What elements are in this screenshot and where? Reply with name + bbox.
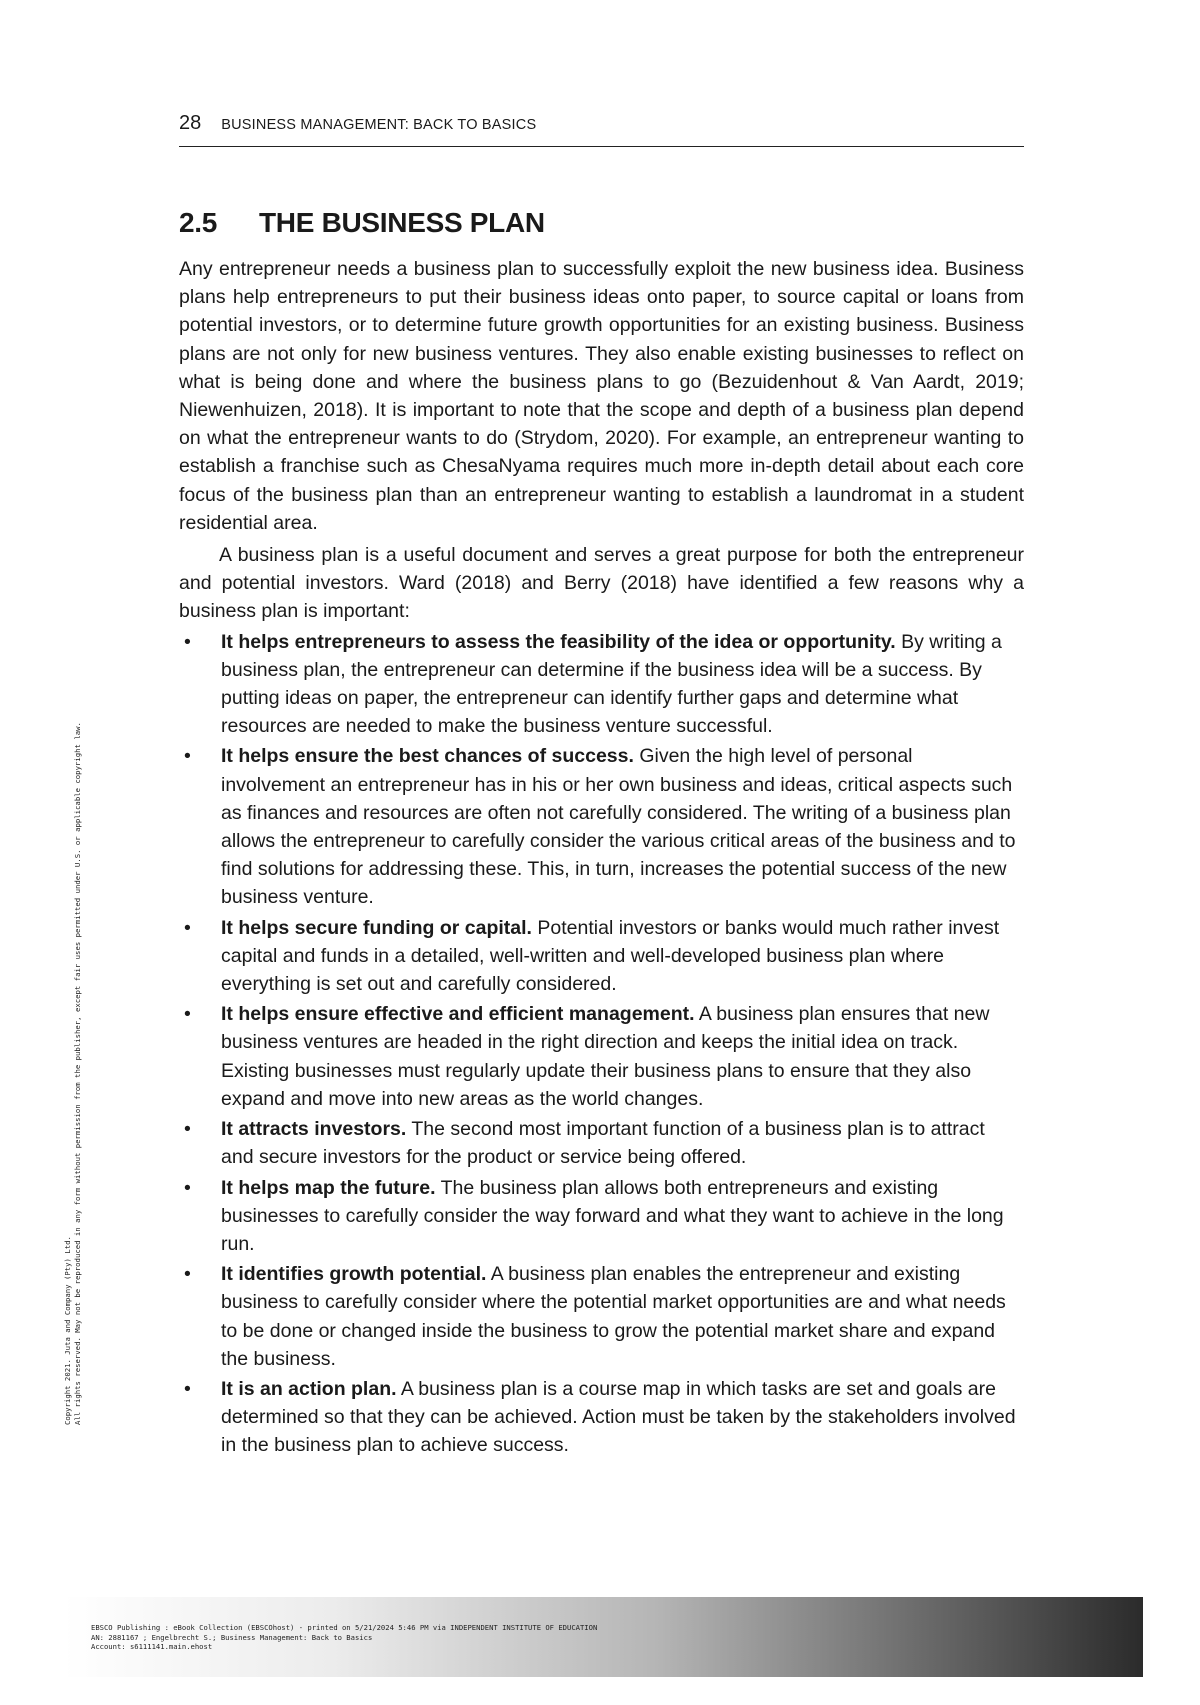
bullet-lead: It helps map the future.: [221, 1176, 436, 1199]
footer-line: Account: s6111141.main.ehost: [91, 1642, 213, 1651]
bullet-lead: It helps ensure the best chances of success.: [221, 745, 634, 768]
list-item: [179, 1000, 1024, 1113]
bullet-text: The business plan allows both entrepreneurs and existing businesses to carefully consider the way forward and what they want to achieve in the long run.: [221, 1176, 1004, 1255]
ebsco-footer: [63, 1597, 1143, 1677]
list-item: [179, 1260, 1024, 1373]
page-header: [179, 112, 1024, 147]
copyright-line: Copyright 2021. Juta and Company (Pty) Ltd.: [63, 1236, 72, 1425]
bullet-lead: It identifies growth potential.: [221, 1263, 487, 1286]
bullet-text: By writing a business plan, the entrepreneur can determine if the business idea will be a success. By putting ideas on paper, the entrepreneur can identify further gaps and determine what resources are needed to make the business venture successful.: [221, 630, 1002, 738]
bullet-text: Given the high level of personal involvement an entrepreneur has in his or her own business and ideas, critical aspects such as finances and resources are often not carefully considered. The writing of a business plan allows the entrepreneur to carefully consider the various critical areas of the business and to find solutions for addressing these. This, in turn, increases the potential success of the new business venture.: [221, 745, 1016, 909]
page-number: 28: [179, 112, 202, 134]
bullet-text: The second most important function of a business plan is to attract and secure investors for the product or service being offered.: [221, 1118, 985, 1169]
bullet-text: A business plan is a course map in which tasks are set and goals are determined so that they can be achieved. Action must be taken by the stakeholders involved in the business plan to achieve success.: [221, 1377, 1016, 1457]
main-content: [179, 255, 1024, 1460]
copyright-line: All rights reserved. May not be reproduced in any form without permission from the publisher, except fair uses permitted under U.S. or applicable copyright law.: [72, 722, 82, 1425]
bullet-lead: It helps ensure effective and efficient management.: [221, 1003, 695, 1026]
list-item: [179, 1115, 1024, 1171]
bullet-text: Potential investors or banks would much rather invest capital and funds in a detailed, well-written and well-developed business plan where everything is set out and carefully considered.: [221, 916, 1000, 996]
bullet-icon: •: [184, 916, 191, 939]
reasons-list: [179, 628, 1024, 1460]
bullet-text: A business plan ensures that new business ventures are headed in the right direction and keeps the initial idea on track. Existing businesses must regularly update their business plans to ensure that they also expand and move into new areas as the world changes.: [221, 1003, 990, 1110]
bullet-lead: It helps entrepreneurs to assess the feasibility of the idea or opportunity.: [221, 630, 896, 653]
bullet-icon: •: [184, 1003, 191, 1026]
list-item: [179, 914, 1024, 999]
list-item: [179, 628, 1024, 741]
body-paragraph: Any entrepreneur needs a business plan to successfully exploit the new business idea. Business plans help entrepreneurs to put their business ideas onto paper, to source capital or loans from potential investors, or to determine future growth opportunities for an existing business. Business plans are not only for new business ventures. They also enable existing businesses to reflect on what is being done and where the business plans to go (Bezuidenhout & Van Aardt, 2019; Niewenhuizen, 2018). It is important to note that the scope and depth of a business plan depend on what the entrepreneur wants to do (Strydom, 2020). For example, an entrepreneur wanting to establish a franchise such as ChesaNyama requires much more in-depth detail about each core focus of the business plan than an entrepreneur wanting to establish a laundromat in a student residential area.: [179, 258, 1024, 534]
bullet-text: A business plan enables the entrepreneur and existing business to carefully consider where the potential market opportunities are and what needs to be done or changed inside the business to grow the potential market share and expand the business.: [221, 1263, 1006, 1370]
bullet-icon: •: [184, 745, 191, 768]
footer-line: EBSCO Publishing : eBook Collection (EBSCOhost) - printed on 5/21/2024 5:46 PM via INDEPENDENT INSTITUTE OF EDUCATION: [91, 1623, 598, 1632]
list-item: [179, 742, 1024, 911]
bullet-lead: It is an action plan.: [221, 1377, 397, 1400]
body-paragraph: A business plan is a useful document and serves a great purpose for both the entrepreneur and potential investors. Ward (2018) and Berry (2018) have identified a few reasons why a business plan is important:: [179, 544, 1024, 623]
footer-line: AN: 2881167 ; Engelbrecht S.; Business Management: Back to Basics: [91, 1632, 373, 1642]
section-title: THE BUSINESS PLAN: [259, 207, 545, 238]
section-heading: [179, 207, 545, 239]
bullet-lead: It helps secure funding or capital.: [221, 916, 532, 939]
bullet-icon: •: [184, 630, 191, 653]
bullet-icon: •: [184, 1118, 191, 1141]
bullet-icon: •: [184, 1176, 191, 1199]
copyright-notice: [63, 585, 82, 1425]
section-number: 2.5: [179, 207, 218, 238]
footer-meta: [91, 1623, 597, 1652]
bullet-lead: It attracts investors.: [221, 1118, 407, 1141]
bullet-icon: •: [184, 1377, 191, 1400]
list-item: [179, 1174, 1024, 1259]
list-item: [179, 1375, 1024, 1460]
running-title: BUSINESS MANAGEMENT: BACK TO BASICS: [221, 117, 537, 133]
bullet-icon: •: [184, 1263, 191, 1286]
